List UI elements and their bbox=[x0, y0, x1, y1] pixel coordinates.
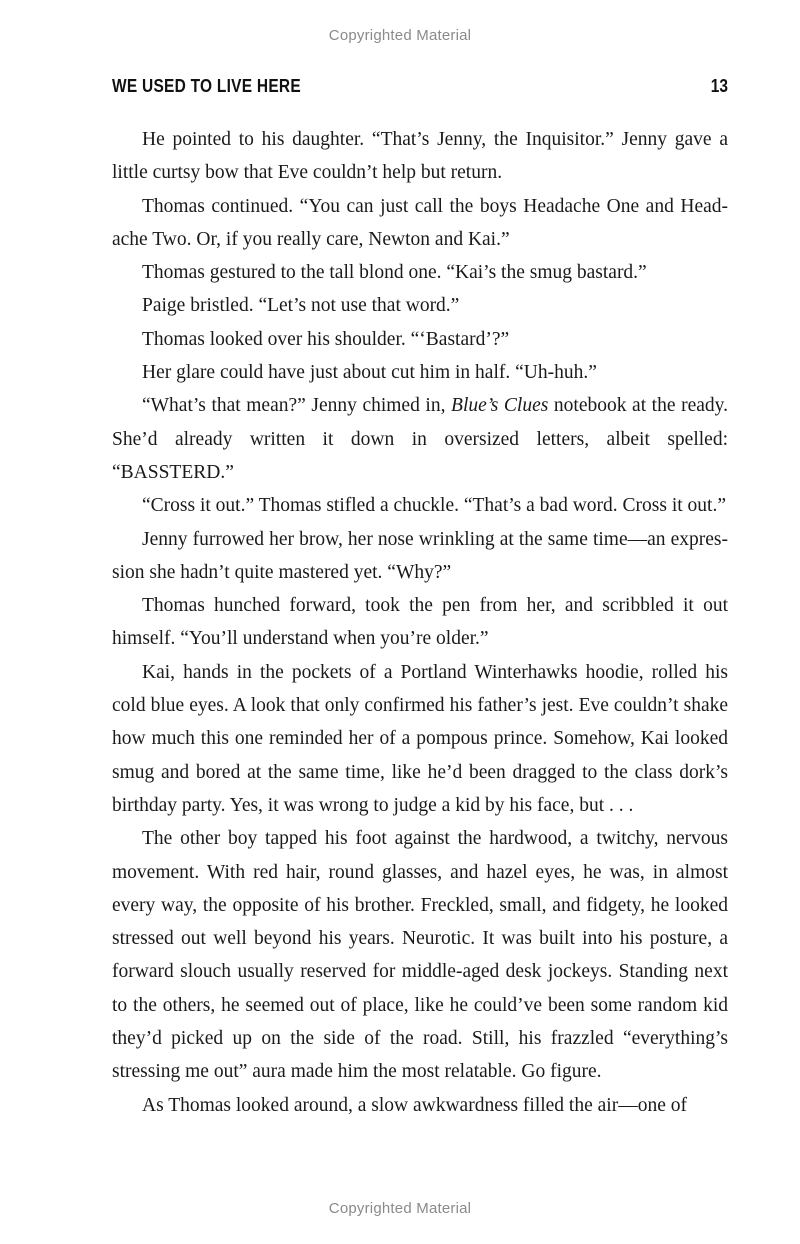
paragraph: Thomas hunched forward, took the pen from her, and scribbled it out himself. “You’ll understand when you’re older.” bbox=[112, 595, 728, 650]
paragraph: He pointed to his daughter. “That’s Jenny, the Inquisitor.” Jenny gave a little curtsy bow that Eve couldn’t help but return. bbox=[112, 129, 728, 184]
paragraph: The other boy tapped his foot against the hardwood, a twitchy, nervous movement. With red hair, round glasses, and hazel eyes, he was, in almost every way, the opposite of his brother. Freckled, small, and fidgety, he looked stressed out well beyond his years. Neurotic. It was built into his posture, a forward slouch usually reserved for middle-aged desk jockeys. Standing next to the others, he seemed out of place, like he could’ve been some random kid they’d picked up on the side of the road. Still, his frazzled “everything’s stressing me out” aura made him the most relatable. Go figure. bbox=[112, 828, 728, 1083]
paragraph: Paige bristled. “Let’s not use that word.” bbox=[142, 295, 460, 317]
paragraph-text: notebook at the ready. She’d already written it down in oversized letters, albeit spelled: “BASSTERD.” bbox=[112, 395, 728, 483]
paragraph: Kai, hands in the pockets of a Portland Winterhawks hoodie, rolled his cold blue eyes. A look that only confirmed his father’s jest. Eve couldn’t shake how much this one reminded her of a pompous prince. Somehow, Kai looked smug and bored at the same time, like he’d been dragged to the class dork’s birthday party. Yes, it was wrong to judge a kid by his face, but . . . bbox=[112, 661, 728, 816]
paragraph: As Thomas looked around, a slow awkwardness filled the air—one of bbox=[142, 1094, 687, 1116]
paragraph: “Cross it out.” Thomas stifled a chuckle. “That’s a bad word. Cross it out.” bbox=[142, 495, 726, 517]
paragraph: Jenny furrowed her brow, her nose wrinkling at the same time—an expression she hadn’t quite mastered yet. “Why?” bbox=[112, 528, 728, 583]
notebook-title: Blue’s Clues bbox=[451, 395, 549, 417]
paragraph: Thomas looked over his shoulder. “‘Bastard’?” bbox=[142, 328, 510, 350]
page-number: 13 bbox=[710, 76, 728, 96]
copyright-watermark-top: Copyrighted Material bbox=[328, 27, 472, 44]
running-head bbox=[112, 76, 728, 102]
paragraph: Thomas continued. “You can just call the boys Headache One and Headache Two. Or, if you really care, Newton and Kai.” bbox=[112, 195, 728, 250]
paragraph: Thomas gestured to the tall blond one. “Kai’s the smug bastard.” bbox=[142, 262, 647, 284]
paragraph: Her glare could have just about cut him in half. “Uh-huh.” bbox=[142, 362, 597, 384]
paragraph bbox=[112, 389, 728, 489]
body-text bbox=[112, 123, 728, 1122]
book-title: WE USED TO LIVE HERE bbox=[112, 76, 301, 96]
paragraph-text: “What’s that mean?” Jenny chimed in, bbox=[142, 395, 452, 417]
copyright-watermark-bottom: Copyrighted Material bbox=[328, 1200, 472, 1217]
